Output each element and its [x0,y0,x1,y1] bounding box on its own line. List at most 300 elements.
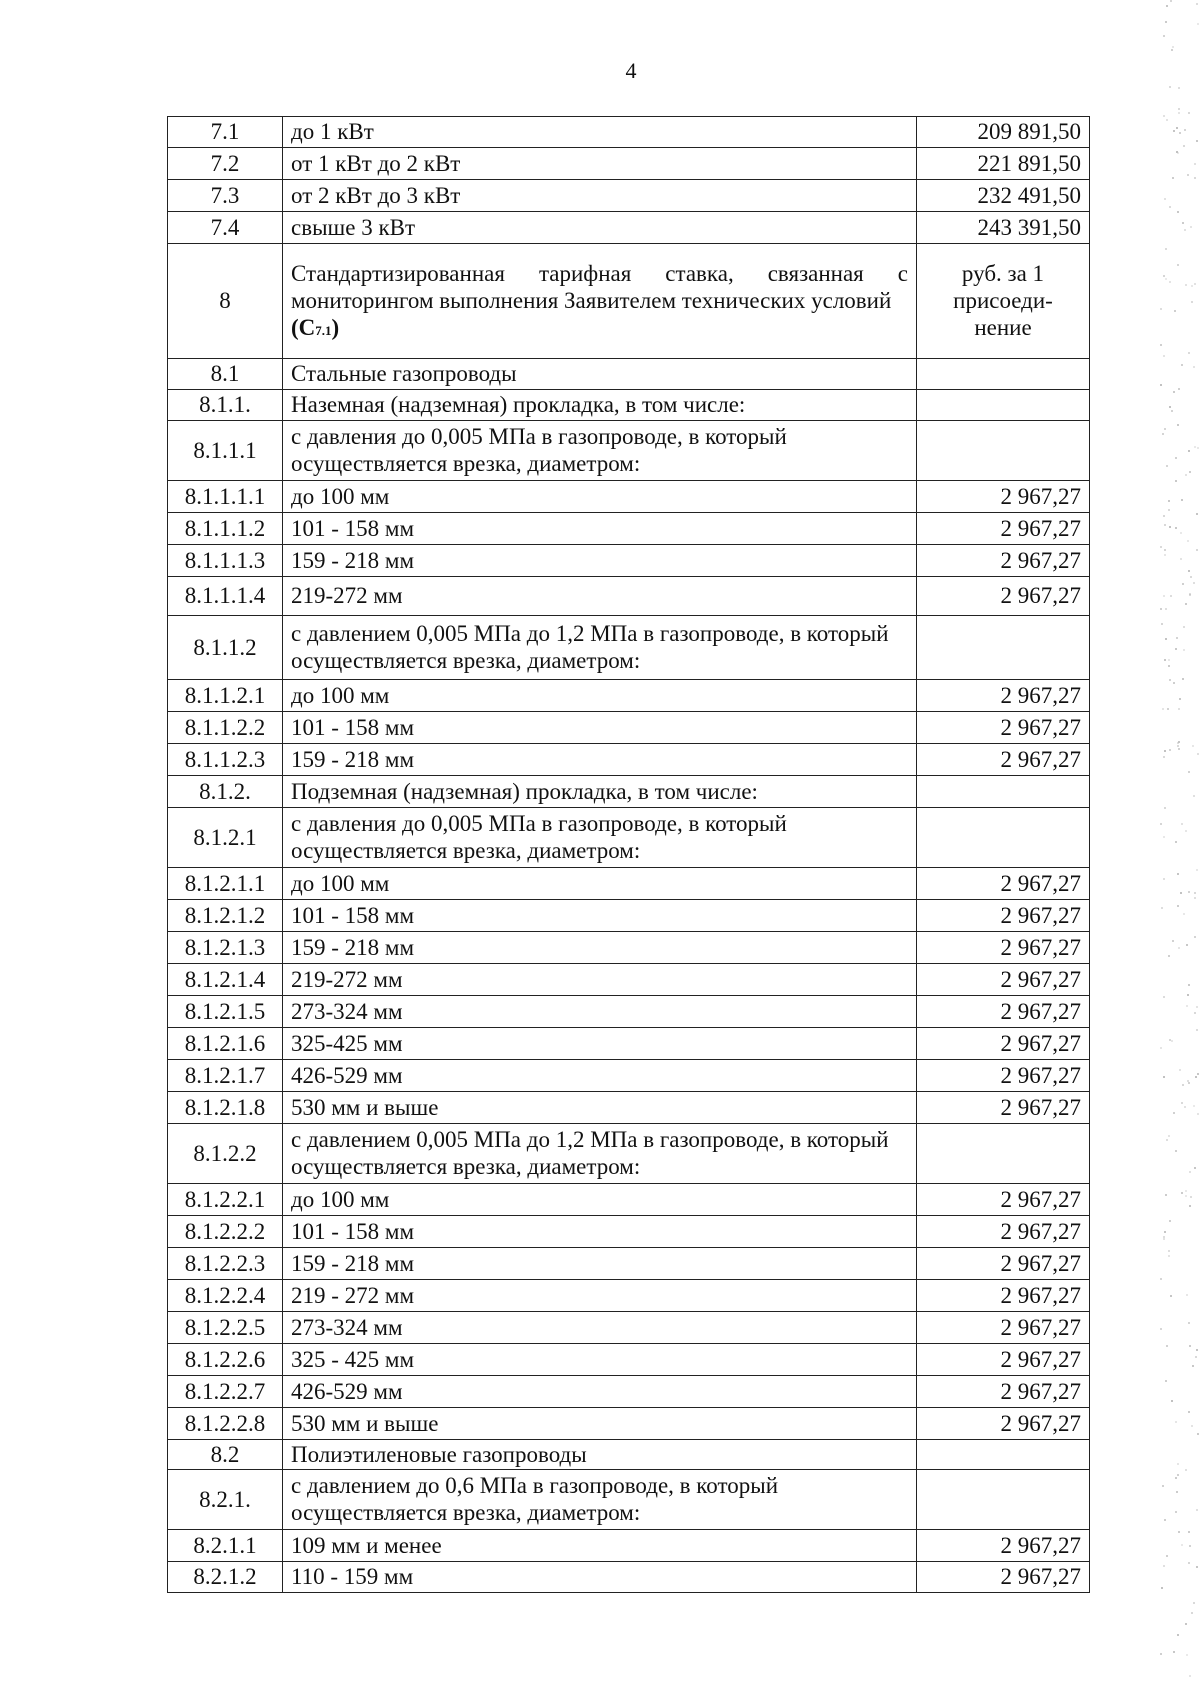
row-description: с давлением 0,005 МПа до 1,2 МПа в газопроводе, в который осуществляется врезка, диаметром: [283,1124,917,1184]
scan-speck [1161,907,1163,909]
scan-speck [1194,283,1196,285]
row-description: 426-529 мм [283,1060,917,1092]
table-row [168,964,1090,996]
scan-speck [1165,638,1167,640]
row-number: 7.1 [168,117,283,148]
scan-speck [1171,1040,1173,1042]
table-row [168,390,1090,421]
scan-speck [1185,284,1187,286]
scan-speck [1163,878,1165,880]
row-value [917,1124,1090,1184]
scan-speck [1184,229,1186,231]
scan-speck [1177,1463,1179,1465]
scan-speck [1160,384,1162,386]
scan-speck [1185,603,1187,605]
table-row [168,545,1090,577]
table-row [168,359,1090,390]
row-description: 159 - 218 мм [283,932,917,964]
tariff-table-body [168,117,1090,1593]
scan-speck [1169,679,1171,681]
scan-speck [1188,1562,1190,1564]
row-value: 2 967,27 [917,744,1090,776]
scan-speck [1194,1167,1196,1169]
row-description: 530 мм и выше [283,1092,917,1124]
scan-speck [1178,388,1180,390]
scan-speck [1160,823,1162,825]
scan-speck [1175,1150,1177,1152]
scan-speck [1194,446,1196,448]
scan-speck [1193,1105,1195,1107]
row-value: 2 967,27 [917,577,1090,616]
scan-speck [1195,1356,1197,1358]
scan-speck [1195,1076,1197,1078]
scan-speck [1186,1294,1188,1296]
scan-speck [1173,391,1175,393]
row-value [917,390,1090,421]
row-description: с давления до 0,005 МПа в газопроводе, в который осуществляется врезка, диаметром: [283,421,917,481]
scan-speck [1164,750,1166,752]
scan-speck [1196,513,1198,515]
scan-speck [1188,1531,1190,1533]
scan-speck [1164,1519,1166,1521]
scan-speck [1175,457,1177,459]
scan-speck [1163,275,1165,277]
row-value: 232 491,50 [917,180,1090,212]
table-row [168,712,1090,744]
scan-speck [1196,3,1198,5]
page-number: 4 [625,58,637,83]
scan-speck [1178,708,1180,710]
scan-speck [1175,1511,1177,1513]
scan-speck [1190,1196,1192,1198]
scan-speck [1163,1076,1165,1078]
scan-speck [1189,471,1191,473]
row-number: 8.1.2.2.8 [168,1408,283,1440]
scan-speck [1185,1195,1187,1197]
scan-speck [1173,1112,1175,1114]
table-row [168,1408,1090,1440]
row-value: 2 967,27 [917,1280,1090,1312]
table-row [168,1184,1090,1216]
scan-speck [1175,1477,1177,1479]
unit-label: руб. за 1 присоеди-нение [917,244,1090,359]
row-description: 101 - 158 мм [283,513,917,545]
scan-speck [1191,1425,1193,1427]
row-number: 8.1 [168,359,283,390]
scan-speck [1182,222,1184,224]
scan-speck [1180,892,1182,894]
scan-speck [1163,1238,1165,1240]
scan-speck [1164,807,1166,809]
scan-speck [1166,1139,1168,1141]
row-value: 2 967,27 [917,1060,1090,1092]
row-value [917,1470,1090,1530]
row-value: 2 967,27 [917,712,1090,744]
table-row [168,1530,1090,1562]
scan-speck [1197,23,1199,25]
scan-speck [1189,1675,1191,1677]
row-description: до 1 кВт [283,117,917,148]
scan-speck [1169,749,1171,751]
table-row [168,513,1090,545]
table-row [168,1312,1090,1344]
formula-subscript: 7.1 [315,322,332,338]
scan-speck [1185,830,1187,832]
scan-speck [1180,532,1182,534]
row-description: 109 мм и менее [283,1530,917,1562]
row-number: 8.1.1.1.3 [168,545,283,577]
scan-speck [1165,608,1167,610]
scan-speck [1188,112,1190,114]
scan-speck [1178,748,1180,750]
row-description: 101 - 158 мм [283,900,917,932]
row-value: 2 967,27 [917,481,1090,513]
row-value: 2 967,27 [917,1312,1090,1344]
scan-speck [1189,1171,1191,1173]
row-description: 219-272 мм [283,577,917,616]
row-value: 2 967,27 [917,996,1090,1028]
scan-speck [1169,526,1171,528]
scan-speck [1175,1421,1177,1423]
row-description [283,244,917,359]
row-description: 101 - 158 мм [283,1216,917,1248]
row-description: 219-272 мм [283,964,917,996]
scan-speck [1163,996,1165,998]
table-row [168,1470,1090,1530]
scan-speck [1170,595,1172,597]
scan-speck [1171,1400,1173,1402]
table-row [168,1216,1090,1248]
scan-speck [1173,682,1175,684]
row-number: 8.1.2.1.6 [168,1028,283,1060]
row-value [917,776,1090,808]
scan-speck [1160,1047,1162,1049]
scan-speck [1164,524,1166,526]
scan-speck [1160,608,1162,610]
row-number: 8.1.2. [168,776,283,808]
table-row [168,744,1090,776]
row-value: 2 967,27 [917,1248,1090,1280]
row-number: 8.1.2.1.5 [168,996,283,1028]
scan-speck [1170,0,1172,2]
row-description: до 100 мм [283,868,917,900]
scan-speck [1175,480,1177,482]
row-number: 8.1.1.2.1 [168,680,283,712]
scan-speck [1168,1255,1170,1257]
scan-speck [1169,86,1171,88]
row-description: до 100 мм [283,1184,917,1216]
scan-speck [1169,1220,1171,1222]
row-number: 8.1.2.1.3 [168,932,283,964]
scan-speck [1182,678,1184,680]
row-description: Полиэтиленовые газопроводы [283,1440,917,1470]
scan-speck [1192,1365,1194,1367]
scan-speck [1168,1250,1170,1252]
scan-speck [1193,1602,1195,1604]
row-value: 2 967,27 [917,513,1090,545]
scan-speck [1177,424,1179,426]
row-description: с давления до 0,005 МПа в газопроводе, в который осуществляется врезка, диаметром: [283,808,917,868]
scan-speck [1162,1485,1164,1487]
scan-speck [1193,795,1195,797]
scan-speck [1169,1039,1171,1041]
scan-speck [1162,708,1164,710]
scan-speck [1187,174,1189,176]
scan-speck [1166,119,1168,121]
scan-speck [1165,248,1167,250]
scan-speck [1184,1106,1186,1108]
scan-speck [1177,873,1179,875]
row-value [917,421,1090,481]
row-number: 8.1.1.1.2 [168,513,283,545]
scan-speck [1183,626,1185,628]
row-value: 243 391,50 [917,212,1090,244]
scan-speck [1182,583,1184,585]
scan-speck [1196,140,1198,142]
scan-speck [1190,226,1192,228]
scan-speck [1194,892,1196,894]
scan-speck [1185,474,1187,476]
scan-speck [1164,659,1166,661]
row-number: 8.1.2.2.2 [168,1216,283,1248]
tariff-table [167,116,1090,1593]
scan-speck [1178,108,1180,110]
row-number: 8.1.2.2 [168,1124,283,1184]
row-value: 2 967,27 [917,680,1090,712]
scan-speck [1176,1491,1178,1493]
table-row [168,1060,1090,1092]
row-description: 273-324 мм [283,1312,917,1344]
row-number: 8.1.2.2.7 [168,1376,283,1408]
row-number: 8.1.1.1.1 [168,481,283,513]
scan-speck [1189,593,1191,595]
scan-speck [1165,278,1167,280]
scan-speck [1194,936,1196,938]
scan-speck [1164,1231,1166,1233]
scan-speck [1176,151,1178,153]
scan-speck [1160,1653,1162,1655]
scan-speck [1172,46,1174,48]
row-description: 273-324 мм [283,996,917,1028]
row-number: 8.2.1.2 [168,1562,283,1593]
row-value [917,359,1090,390]
scan-speck [1187,540,1189,542]
row-value: 2 967,27 [917,964,1090,996]
scan-speck [1172,177,1174,179]
scan-speck [1167,708,1169,710]
table-row [168,1092,1090,1124]
row-description: 325-425 мм [283,1028,917,1060]
scan-speck [1185,1190,1187,1192]
row-description: с давлением 0,005 МПа до 1,2 МПа в газопроводе, в который осуществляется врезка, диаметром: [283,616,917,680]
row-number: 8.2.1. [168,1470,283,1530]
row-number: 7.4 [168,212,283,244]
table-row [168,1562,1090,1593]
scan-speck [1172,940,1174,942]
scan-speck [1168,509,1170,511]
scan-speck [1196,1566,1198,1568]
table-row [168,421,1090,481]
row-value: 2 967,27 [917,1530,1090,1562]
scan-speck [1197,1433,1199,1435]
scan-speck [1186,1005,1188,1007]
scan-speck [1189,1545,1191,1547]
row-value: 2 967,27 [917,1344,1090,1376]
scan-speck [1166,5,1168,7]
scan-speck [1181,823,1183,825]
scan-speck [1177,211,1179,213]
row-number: 8.1.2.2.1 [168,1184,283,1216]
scan-speck [1160,1328,1162,1330]
scan-speck [1183,649,1185,651]
scan-speck [1196,869,1198,871]
scan-speck [1183,145,1185,147]
row-number: 8.1.1.2.2 [168,712,283,744]
scan-speck [1177,745,1179,747]
scan-speck [1181,499,1183,501]
scan-speck [1168,500,1170,502]
scan-speck [1169,206,1171,208]
row-number: 7.3 [168,180,283,212]
table-row [168,212,1090,244]
scan-speck [1177,742,1179,744]
row-value [917,1440,1090,1470]
scan-speck [1166,1555,1168,1557]
row-number: 8.1.2.2.6 [168,1344,283,1376]
scan-speck [1188,1322,1190,1324]
scan-speck [1170,1295,1172,1297]
row-description: свыше 3 кВт [283,212,917,244]
scan-speck [1187,994,1189,996]
scan-speck [1176,127,1178,129]
row-value: 2 967,27 [917,1408,1090,1440]
scan-speck [1163,115,1165,117]
row-number: 8.2 [168,1440,283,1470]
scan-speck [1194,1012,1196,1014]
scan-speck [1160,1278,1162,1280]
row-number: 8.1.2.1 [168,808,283,868]
row-description: с давлением до 0,6 МПа в газопроводе, в который осуществляется врезка, диаметром: [283,1470,917,1530]
scan-speck [1169,281,1171,283]
table-row [168,1344,1090,1376]
scan-speck [1182,1084,1184,1086]
row-description: от 2 кВт до 3 кВт [283,180,917,212]
scan-speck [1189,1345,1191,1347]
scan-speck [1196,1029,1198,1031]
scan-speck [1194,163,1196,165]
table-row [168,148,1090,180]
row-number: 8.1.1.1 [168,421,283,481]
scan-speck [1164,554,1166,556]
scan-speck [1196,1509,1198,1511]
scan-speck [1163,836,1165,838]
table-row [168,117,1090,148]
scan-speck [1179,1069,1181,1071]
scan-speck [1184,129,1186,131]
scan-speck [1197,753,1199,755]
rate-description: Стандартизированная тарифная ставка, связанная с мониторингом выполнения Заявителем технических условий [291,261,908,314]
row-description: Стальные газопроводы [283,359,917,390]
scan-speck [1191,285,1193,287]
scan-speck [1183,913,1185,915]
scan-speck [1196,1006,1198,1008]
scan-speck [1171,49,1173,51]
scan-speck [1163,1236,1165,1238]
scan-speck [1179,132,1181,134]
table-row [168,932,1090,964]
scan-speck [1186,1654,1188,1656]
scan-speck [1160,308,1162,310]
scan-speck [1188,570,1190,572]
row-description: 101 - 158 мм [283,712,917,744]
scan-speck [1177,264,1179,266]
row-value: 2 967,27 [917,1376,1090,1408]
scan-speck [1164,549,1166,551]
row-number: 8.1.2.1.8 [168,1092,283,1124]
row-value: 2 967,27 [917,545,1090,577]
table-row [168,1376,1090,1408]
row-value [917,616,1090,680]
scan-speck [1175,527,1177,529]
row-description: 530 мм и выше [283,1408,917,1440]
row-number: 8.1.1. [168,390,283,421]
scan-speck [1162,433,1164,435]
scan-speck [1181,1102,1183,1104]
row-number: 8.1.2.2.3 [168,1248,283,1280]
row-number: 7.2 [168,148,283,180]
scan-speck [1179,698,1181,700]
row-description: до 100 мм [283,680,917,712]
scan-speck [1188,1411,1190,1413]
scan-speck [1178,87,1180,89]
row-value: 2 967,27 [917,1562,1090,1593]
row-description: 426-529 мм [283,1376,917,1408]
scan-speck [1193,366,1195,368]
scan-speck [1181,1544,1183,1546]
scan-speck [1192,745,1194,747]
scan-speck [1175,648,1177,650]
scan-speck [1185,1469,1187,1471]
scan-speck [1160,546,1162,548]
scan-speck [1188,771,1190,773]
scan-speck [1181,1192,1183,1194]
row-number: 8.1.1.2.3 [168,744,283,776]
scan-speck [1191,1612,1193,1614]
scan-speck [1163,756,1165,758]
scan-speck [1171,410,1173,412]
scan-speck [1168,659,1170,661]
table-row [168,1028,1090,1060]
row-value: 209 891,50 [917,117,1090,148]
row-number: 8.1.2.1.2 [168,900,283,932]
scan-speck [1165,21,1167,23]
table-row [168,900,1090,932]
scan-speck [1168,955,1170,957]
scan-speck [1176,637,1178,639]
scan-speck [1191,301,1193,303]
table-row [168,577,1090,616]
scan-speck [1174,310,1176,312]
row-number: 8.1.2.1.1 [168,868,283,900]
row-description: Подземная (надземная) прокладка, в том числе: [283,776,917,808]
scan-speck [1163,355,1165,357]
table-row [168,616,1090,680]
table-row [168,868,1090,900]
scan-speck [1168,1135,1170,1137]
scan-speck [1166,1345,1168,1347]
table-row [168,481,1090,513]
row-number: 8.1.2.1.4 [168,964,283,996]
